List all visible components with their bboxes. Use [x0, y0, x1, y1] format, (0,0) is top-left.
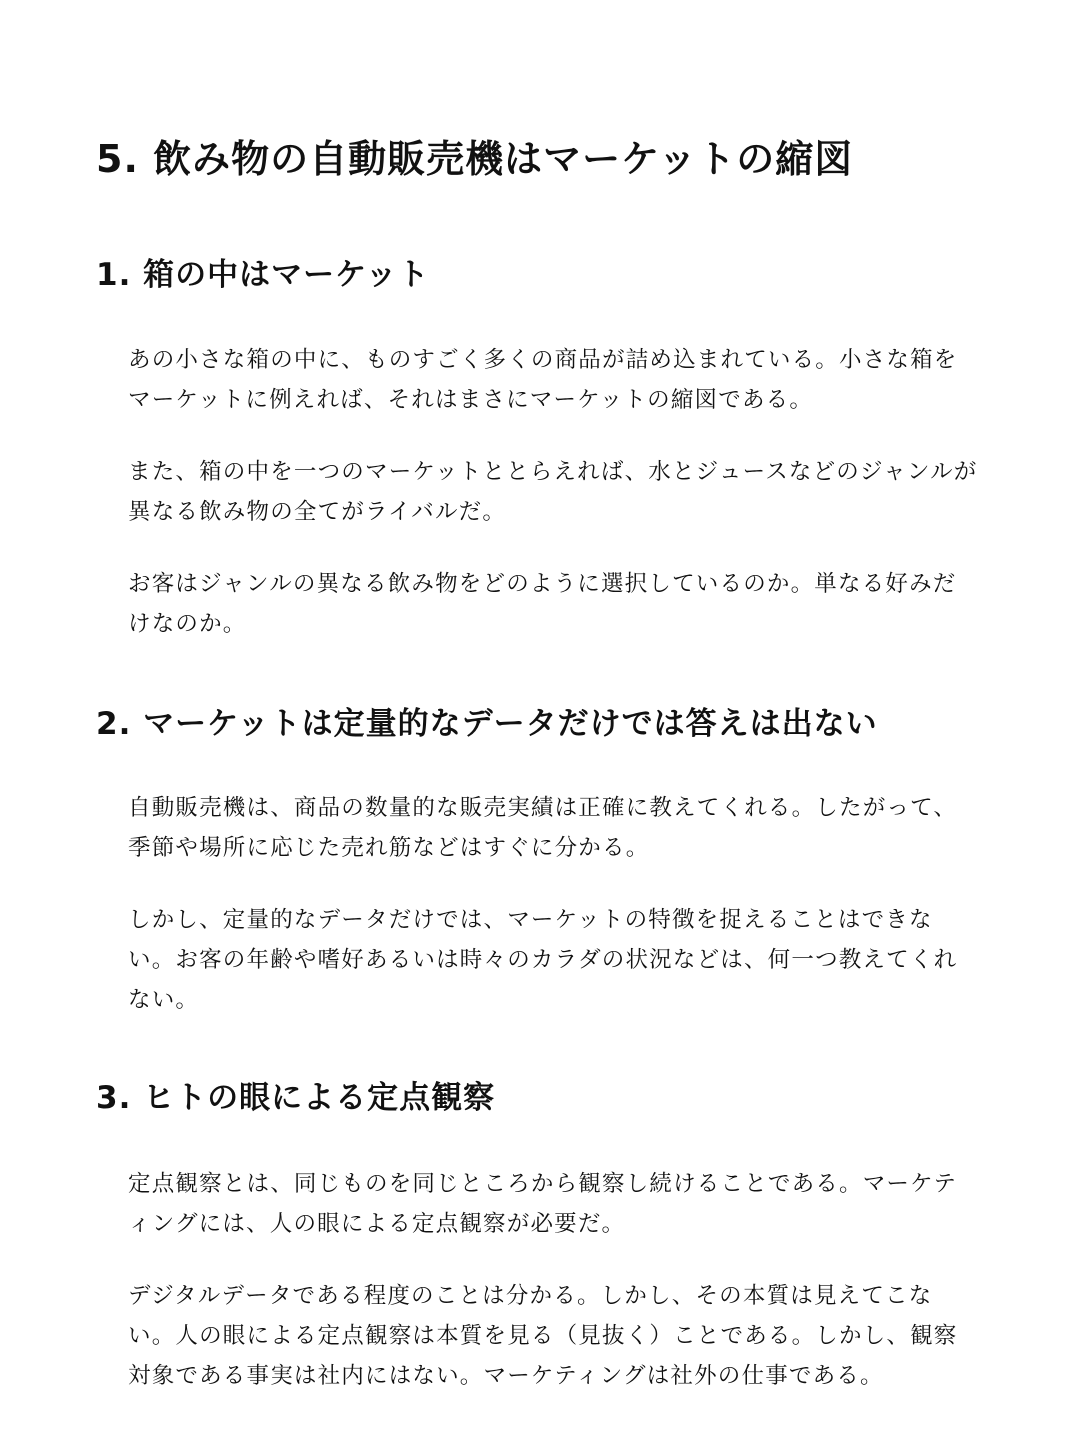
section-heading-1: 1. 箱の中はマーケット [96, 257, 430, 293]
section-1-paragraph-3: お客はジャンルの異なる飲み物をどのように選択しているのか。単なる好みだけなのか。 [128, 571, 957, 637]
section-1-paragraph-1: あの小さな箱の中に、ものすごく多くの商品が詰め込まれている。小さな箱をマーケットに例えれば、それはまさにマーケットの縮図である。 [128, 347, 958, 413]
section-heading-3: 3. ヒトの眼による定点観察 [96, 1080, 496, 1116]
section-3-paragraph-2: デジタルデータである程度のことは分かる。しかし、その本質は見えてこない。人の眼による定点観察は本質を見る（見抜く）ことである。しかし、観察対象である事実は社内にはない。マーケティングは社外の仕事である。 [128, 1283, 958, 1389]
section-2-paragraph-2: しかし、定量的なデータだけでは、マーケットの特徴を捉えることはできない。お客の年齢や嗜好あるいは時々のカラダの状況などは、何一つ教えてくれない。 [128, 907, 958, 1013]
section-heading-2: 2. マーケットは定量的なデータだけでは答えは出ない [96, 706, 878, 742]
page-title: 5. 飲み物の自動販売機はマーケットの縮図 [96, 137, 854, 181]
section-3-paragraph-1: 定点観察とは、同じものを同じところから観察し続けることである。マーケティングには、人の眼による定点観察が必要だ。 [128, 1171, 958, 1237]
section-2-paragraph-1: 自動販売機は、商品の数量的な販売実績は正確に教えてくれる。したがって、季節や場所に応じた売れ筋などはすぐに分かる。 [128, 795, 958, 861]
section-1-paragraph-2: また、箱の中を一つのマーケットととらえれば、水とジュースなどのジャンルが異なる飲み物の全てがライバルだ。 [128, 459, 978, 525]
